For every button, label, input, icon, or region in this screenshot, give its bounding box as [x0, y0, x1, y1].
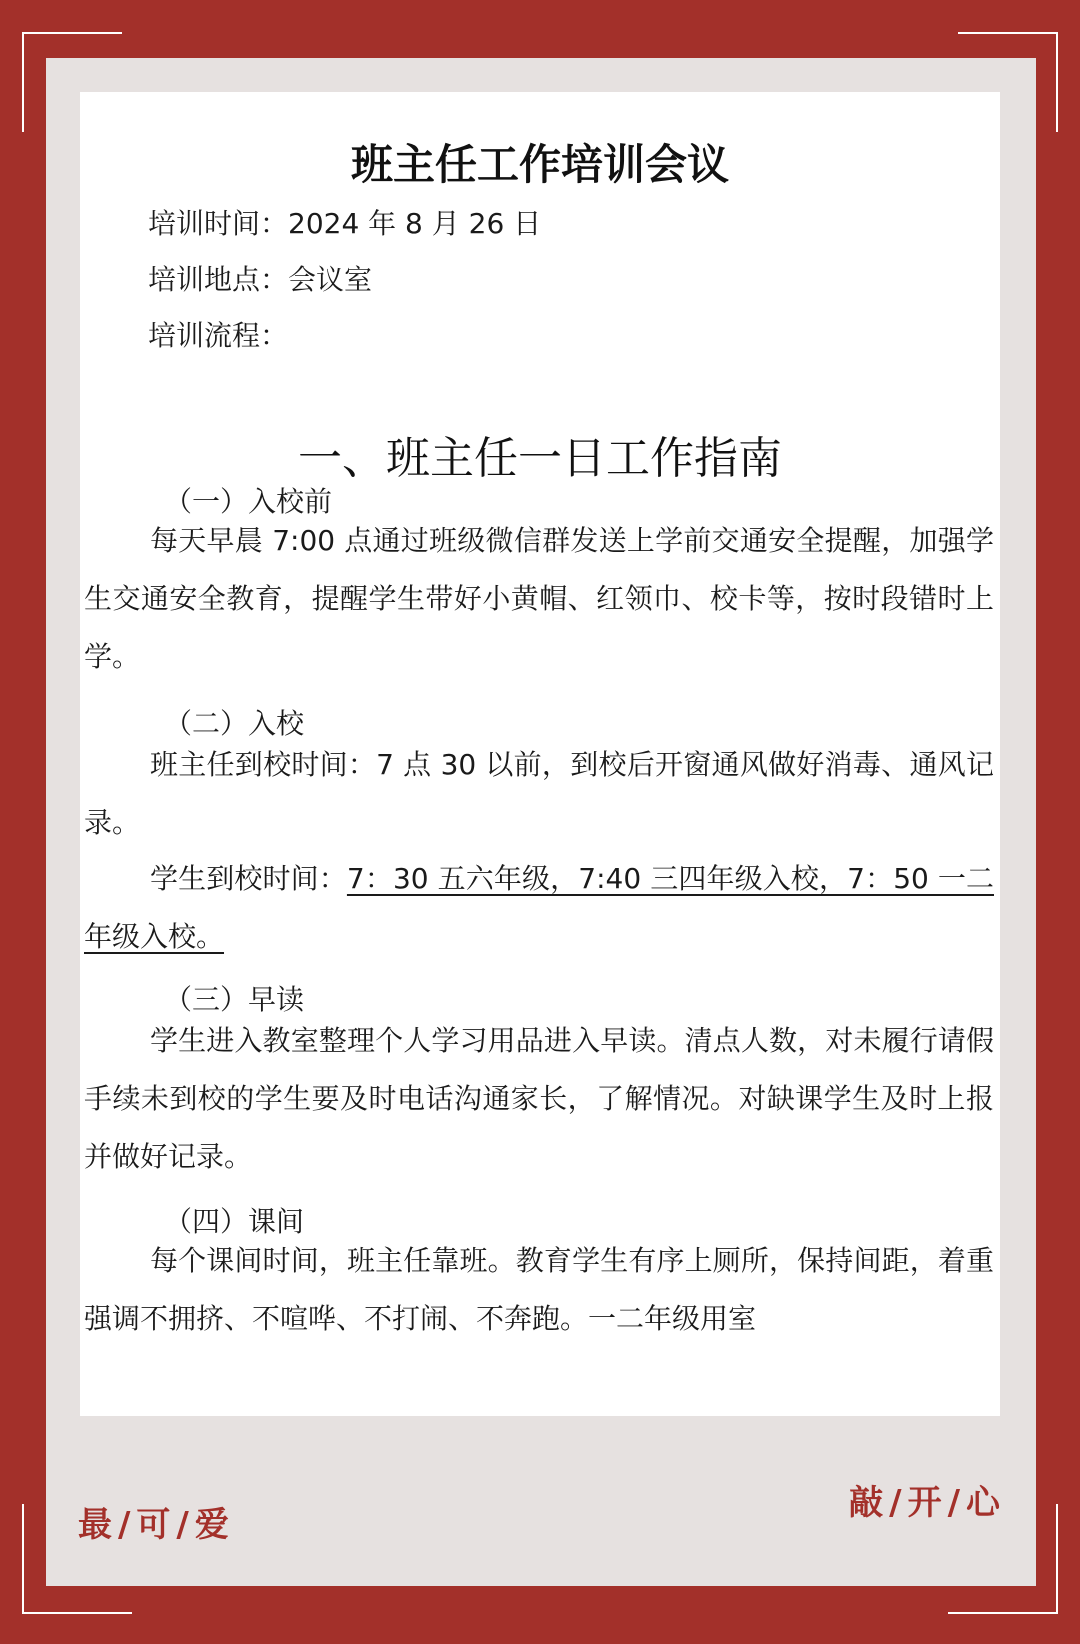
- corner-line: [1056, 1504, 1058, 1614]
- training-time: 培训时间：2024 年 8 月 26 日: [148, 207, 542, 240]
- subsection-heading: （二）入校: [164, 707, 305, 740]
- document-page: [80, 92, 1000, 1416]
- corner-line: [22, 32, 24, 132]
- corner-line: [948, 1612, 1058, 1614]
- paragraph: 每天早晨 7:00 点通过班级微信群发送上学前交通安全提醒，加强学生交通安全教育，提醒学生带好小黄帽、红领巾、校卡等，按时段错时上学。: [84, 524, 994, 673]
- subsection-heading: （一）入校前: [164, 485, 333, 518]
- subsection-heading: （四）课间: [164, 1205, 305, 1238]
- paragraph: 学生进入教室整理个人学习用品进入早读。清点人数，对未履行请假手续未到校的学生要及时电话沟通家长，了解情况。对缺课学生及时上报并做好记录。: [84, 1024, 994, 1173]
- underlined-text: 7：30 五六年级，7:40 三四年级入校，7：50 一二年级入校。: [84, 862, 994, 953]
- corner-line: [22, 1504, 24, 1614]
- training-location: 培训地点：会议室: [148, 263, 373, 296]
- section-title: 一、班主任一日工作指南: [298, 433, 782, 484]
- corner-line: [22, 1612, 132, 1614]
- subsection-heading: （三）早读: [164, 983, 305, 1016]
- footer-right-slogan: 敲/开/心: [849, 1483, 1006, 1523]
- corner-line: [1056, 32, 1058, 132]
- document-title: 班主任工作培训会议: [350, 140, 729, 189]
- corner-line: [958, 32, 1058, 34]
- footer-left-slogan: 最/可/爱: [78, 1505, 235, 1545]
- paragraph: 班主任到校时间：7 点 30 以前，到校后开窗通风做好消毒、通风记录。: [84, 748, 994, 839]
- corner-line: [22, 32, 122, 34]
- paragraph: [84, 850, 994, 966]
- training-process: 培训流程：: [148, 319, 289, 352]
- paragraph-label: 学生到校时间：: [150, 862, 347, 895]
- paragraph: 每个课间时间，班主任靠班。教育学生有序上厕所，保持间距，着重强调不拥挤、不喧哗、不打闹、不奔跑。一二年级用室: [84, 1244, 994, 1335]
